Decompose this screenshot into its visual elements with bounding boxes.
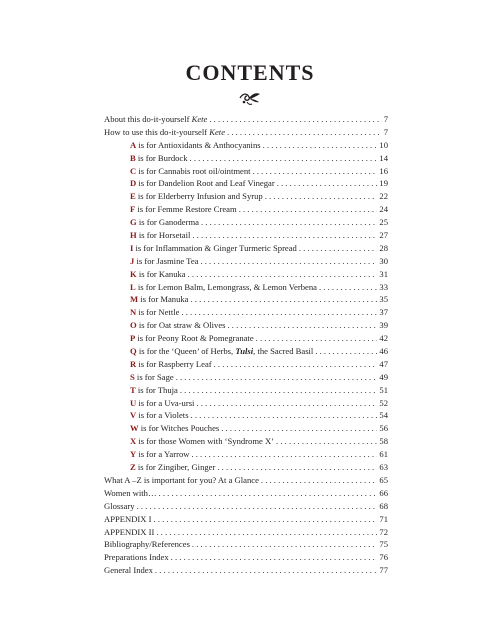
toc-entry[interactable]: APPENDIX I . . . 71 <box>104 513 388 526</box>
toc-entry-v[interactable]: V is for a Violets . . . 54 <box>104 409 388 422</box>
toc-entry[interactable]: Glossary . . . 68 <box>104 500 388 513</box>
toc-entry-x[interactable]: X is for those Women with ‘Syndrome X’ . . . 58 <box>104 435 388 448</box>
dot-leader <box>190 293 377 306</box>
toc-entry[interactable]: What A –Z is important for you? At a Glance . . . 65 <box>104 474 388 487</box>
dot-leader <box>261 474 378 487</box>
toc-letter: I <box>130 242 134 253</box>
dot-leader <box>190 152 378 165</box>
toc-entry[interactable]: Women with… . . . 66 <box>104 487 388 500</box>
page-number: 25 <box>379 217 388 228</box>
toc-letter: X <box>130 436 137 447</box>
dot-leader <box>154 513 378 526</box>
toc-letter: F <box>130 204 136 215</box>
page-number: 10 <box>379 139 388 150</box>
toc-letter: H <box>130 230 137 241</box>
page-number: 58 <box>379 436 388 447</box>
toc-entry-o[interactable]: O is for Oat straw & Olives . . . 39 <box>104 319 388 332</box>
dot-leader <box>256 332 378 345</box>
page-number: 75 <box>379 539 388 550</box>
toc-letter: R <box>130 358 137 369</box>
toc-letter: N <box>130 307 137 318</box>
toc-entry-j[interactable]: J is for Jasmine Tea . . . 30 <box>104 255 388 268</box>
page-number: 71 <box>379 513 388 524</box>
dot-leader <box>200 255 377 268</box>
page-number: 16 <box>379 165 388 176</box>
toc-entry-r[interactable]: R is for Raspberry Leaf . . . 47 <box>104 358 388 371</box>
page-number: 77 <box>379 565 388 576</box>
toc-entry-p[interactable]: P is for Peony Root & Pomegranate . . . 42 <box>104 332 388 345</box>
toc-letter: U <box>130 397 137 408</box>
toc-entry-c[interactable]: C is for Cannabis root oil/ointment . . . 16 <box>104 165 388 178</box>
toc-entry-z[interactable]: Z is for Zingiber, Ginger . . . 63 <box>104 461 388 474</box>
toc-letter: O <box>130 320 137 331</box>
page-number: 61 <box>379 449 388 460</box>
page-number: 51 <box>379 384 388 395</box>
toc-letter: C <box>130 165 137 176</box>
page-number: 68 <box>379 500 388 511</box>
dot-leader <box>263 139 378 152</box>
toc-entry-b[interactable]: B is for Burdock . . . 14 <box>104 152 388 165</box>
dot-leader <box>188 268 378 281</box>
page-number: 14 <box>379 152 388 163</box>
toc-letter: E <box>130 191 136 202</box>
dot-leader <box>171 551 378 564</box>
toc-letter: J <box>130 255 135 266</box>
toc-entry-n[interactable]: N is for Nettle . . . 37 <box>104 306 388 319</box>
toc-entry-i[interactable]: I is for Inflammation & Ginger Turmeric Spread . . . 28 <box>104 242 388 255</box>
toc-entry-g[interactable]: G is for Ganoderma . . . 25 <box>104 216 388 229</box>
page-number: 47 <box>379 358 388 369</box>
toc-entry-t[interactable]: T is for Thuja . . . 51 <box>104 384 388 397</box>
page-number: 52 <box>379 397 388 408</box>
toc-letter: D <box>130 178 137 189</box>
page-number: 37 <box>379 307 388 318</box>
dot-leader <box>156 526 377 539</box>
floral-fleuron-icon <box>238 90 262 106</box>
dot-leader <box>239 203 378 216</box>
toc-letter: T <box>130 384 136 395</box>
dot-leader <box>201 216 377 229</box>
toc-entry[interactable]: Preparations Index . . . 76 <box>104 551 388 564</box>
page-number: 31 <box>379 268 388 279</box>
page-number: 33 <box>379 281 388 292</box>
page-number: 54 <box>379 410 388 421</box>
page-number: 24 <box>379 204 388 215</box>
toc-letter: L <box>130 281 136 292</box>
toc-entry-s[interactable]: S is for Sage . . . 49 <box>104 371 388 384</box>
toc-entry-d[interactable]: D is for Dandelion Root and Leaf Vinegar . . . 19 <box>104 177 388 190</box>
toc-letter: G <box>130 217 137 228</box>
toc-letter: A <box>130 139 137 150</box>
toc-letter: V <box>130 410 137 421</box>
dot-leader <box>181 306 377 319</box>
toc-entry-q[interactable]: Q is for the ‘Queen’ of Herbs, Tulsi, the Sacred Basil . . . 46 <box>104 345 388 358</box>
toc-letter: M <box>130 294 139 305</box>
page-number: 42 <box>379 333 388 344</box>
page-number: 39 <box>379 320 388 331</box>
page-number: 22 <box>379 191 388 202</box>
dot-leader <box>319 281 377 294</box>
dot-leader <box>176 371 378 384</box>
toc-entry-l[interactable]: L is for Lemon Balm, Lemongrass, & Lemon Verbena . . . 33 <box>104 281 388 294</box>
toc-letter: K <box>130 268 137 279</box>
page-title: CONTENTS <box>185 60 315 85</box>
page-number: 46 <box>379 346 388 357</box>
toc-entry-f[interactable]: F is for Femme Restore Cream . . . 24 <box>104 203 388 216</box>
dot-leader <box>227 319 377 332</box>
dot-leader <box>253 165 378 178</box>
page-number: 28 <box>379 242 388 253</box>
dot-leader <box>299 242 378 255</box>
page-number: 66 <box>379 487 388 498</box>
dot-leader <box>214 358 378 371</box>
toc-entry-h[interactable]: H is for Horsetail . . . 27 <box>104 229 388 242</box>
toc-letter: B <box>130 152 136 163</box>
toc-entry[interactable]: About this do-it-yourself Kete . . . 7 <box>104 113 388 126</box>
toc-entry[interactable]: Bibliography/References . . . 75 <box>104 538 388 551</box>
toc-entry[interactable]: APPENDIX II . . . 72 <box>104 526 388 539</box>
toc-entry-a[interactable]: A is for Antioxidants & Anthocyanins . . . 10 <box>104 139 388 152</box>
toc-entry-m[interactable]: M is for Manuka . . . 35 <box>104 293 388 306</box>
dot-leader <box>196 397 377 410</box>
dot-leader <box>155 564 377 577</box>
page-number: 19 <box>379 178 388 189</box>
page-number: 27 <box>379 230 388 241</box>
page-number: 49 <box>379 371 388 382</box>
toc-letter: P <box>130 333 136 344</box>
dot-leader <box>192 538 377 551</box>
page-number: 30 <box>379 255 388 266</box>
dot-leader <box>191 409 378 422</box>
dot-leader <box>277 177 378 190</box>
dot-leader <box>265 190 378 203</box>
toc-letter: Y <box>130 449 137 460</box>
page-number: 63 <box>379 462 388 473</box>
toc-entry[interactable]: General Index . . . 77 <box>104 564 388 577</box>
dot-leader <box>137 500 378 513</box>
table-of-contents <box>104 113 388 577</box>
toc-letter: Z <box>130 462 136 473</box>
dot-leader <box>191 448 377 461</box>
toc-entry-k[interactable]: K is for Kanuka . . . 31 <box>104 268 388 281</box>
dot-leader <box>159 487 378 500</box>
toc-entry-e[interactable]: E is for Elderberry Infusion and Syrup . . . 22 <box>104 190 388 203</box>
page-number: 65 <box>379 474 388 485</box>
dot-leader <box>217 461 377 474</box>
toc-entry[interactable]: How to use this do-it-yourself Kete . . . 7 <box>104 126 388 139</box>
page-number: 76 <box>379 552 388 563</box>
dot-leader <box>180 384 378 397</box>
toc-entry-u[interactable]: U is for a Uva-ursi . . . 52 <box>104 397 388 410</box>
toc-letter: W <box>130 423 139 434</box>
toc-letter: Q <box>130 346 137 357</box>
toc-entry-y[interactable]: Y is for a Yarrow . . . 61 <box>104 448 388 461</box>
dot-leader <box>192 229 377 242</box>
page-number: 72 <box>379 526 388 537</box>
page-number: 35 <box>379 294 388 305</box>
page-number: 56 <box>379 423 388 434</box>
toc-entry-w[interactable]: W is for Witches Pouches . . . 56 <box>104 422 388 435</box>
dot-leader <box>315 345 377 358</box>
toc-letter: S <box>130 371 135 382</box>
dot-leader <box>221 422 377 435</box>
dot-leader <box>276 435 377 448</box>
